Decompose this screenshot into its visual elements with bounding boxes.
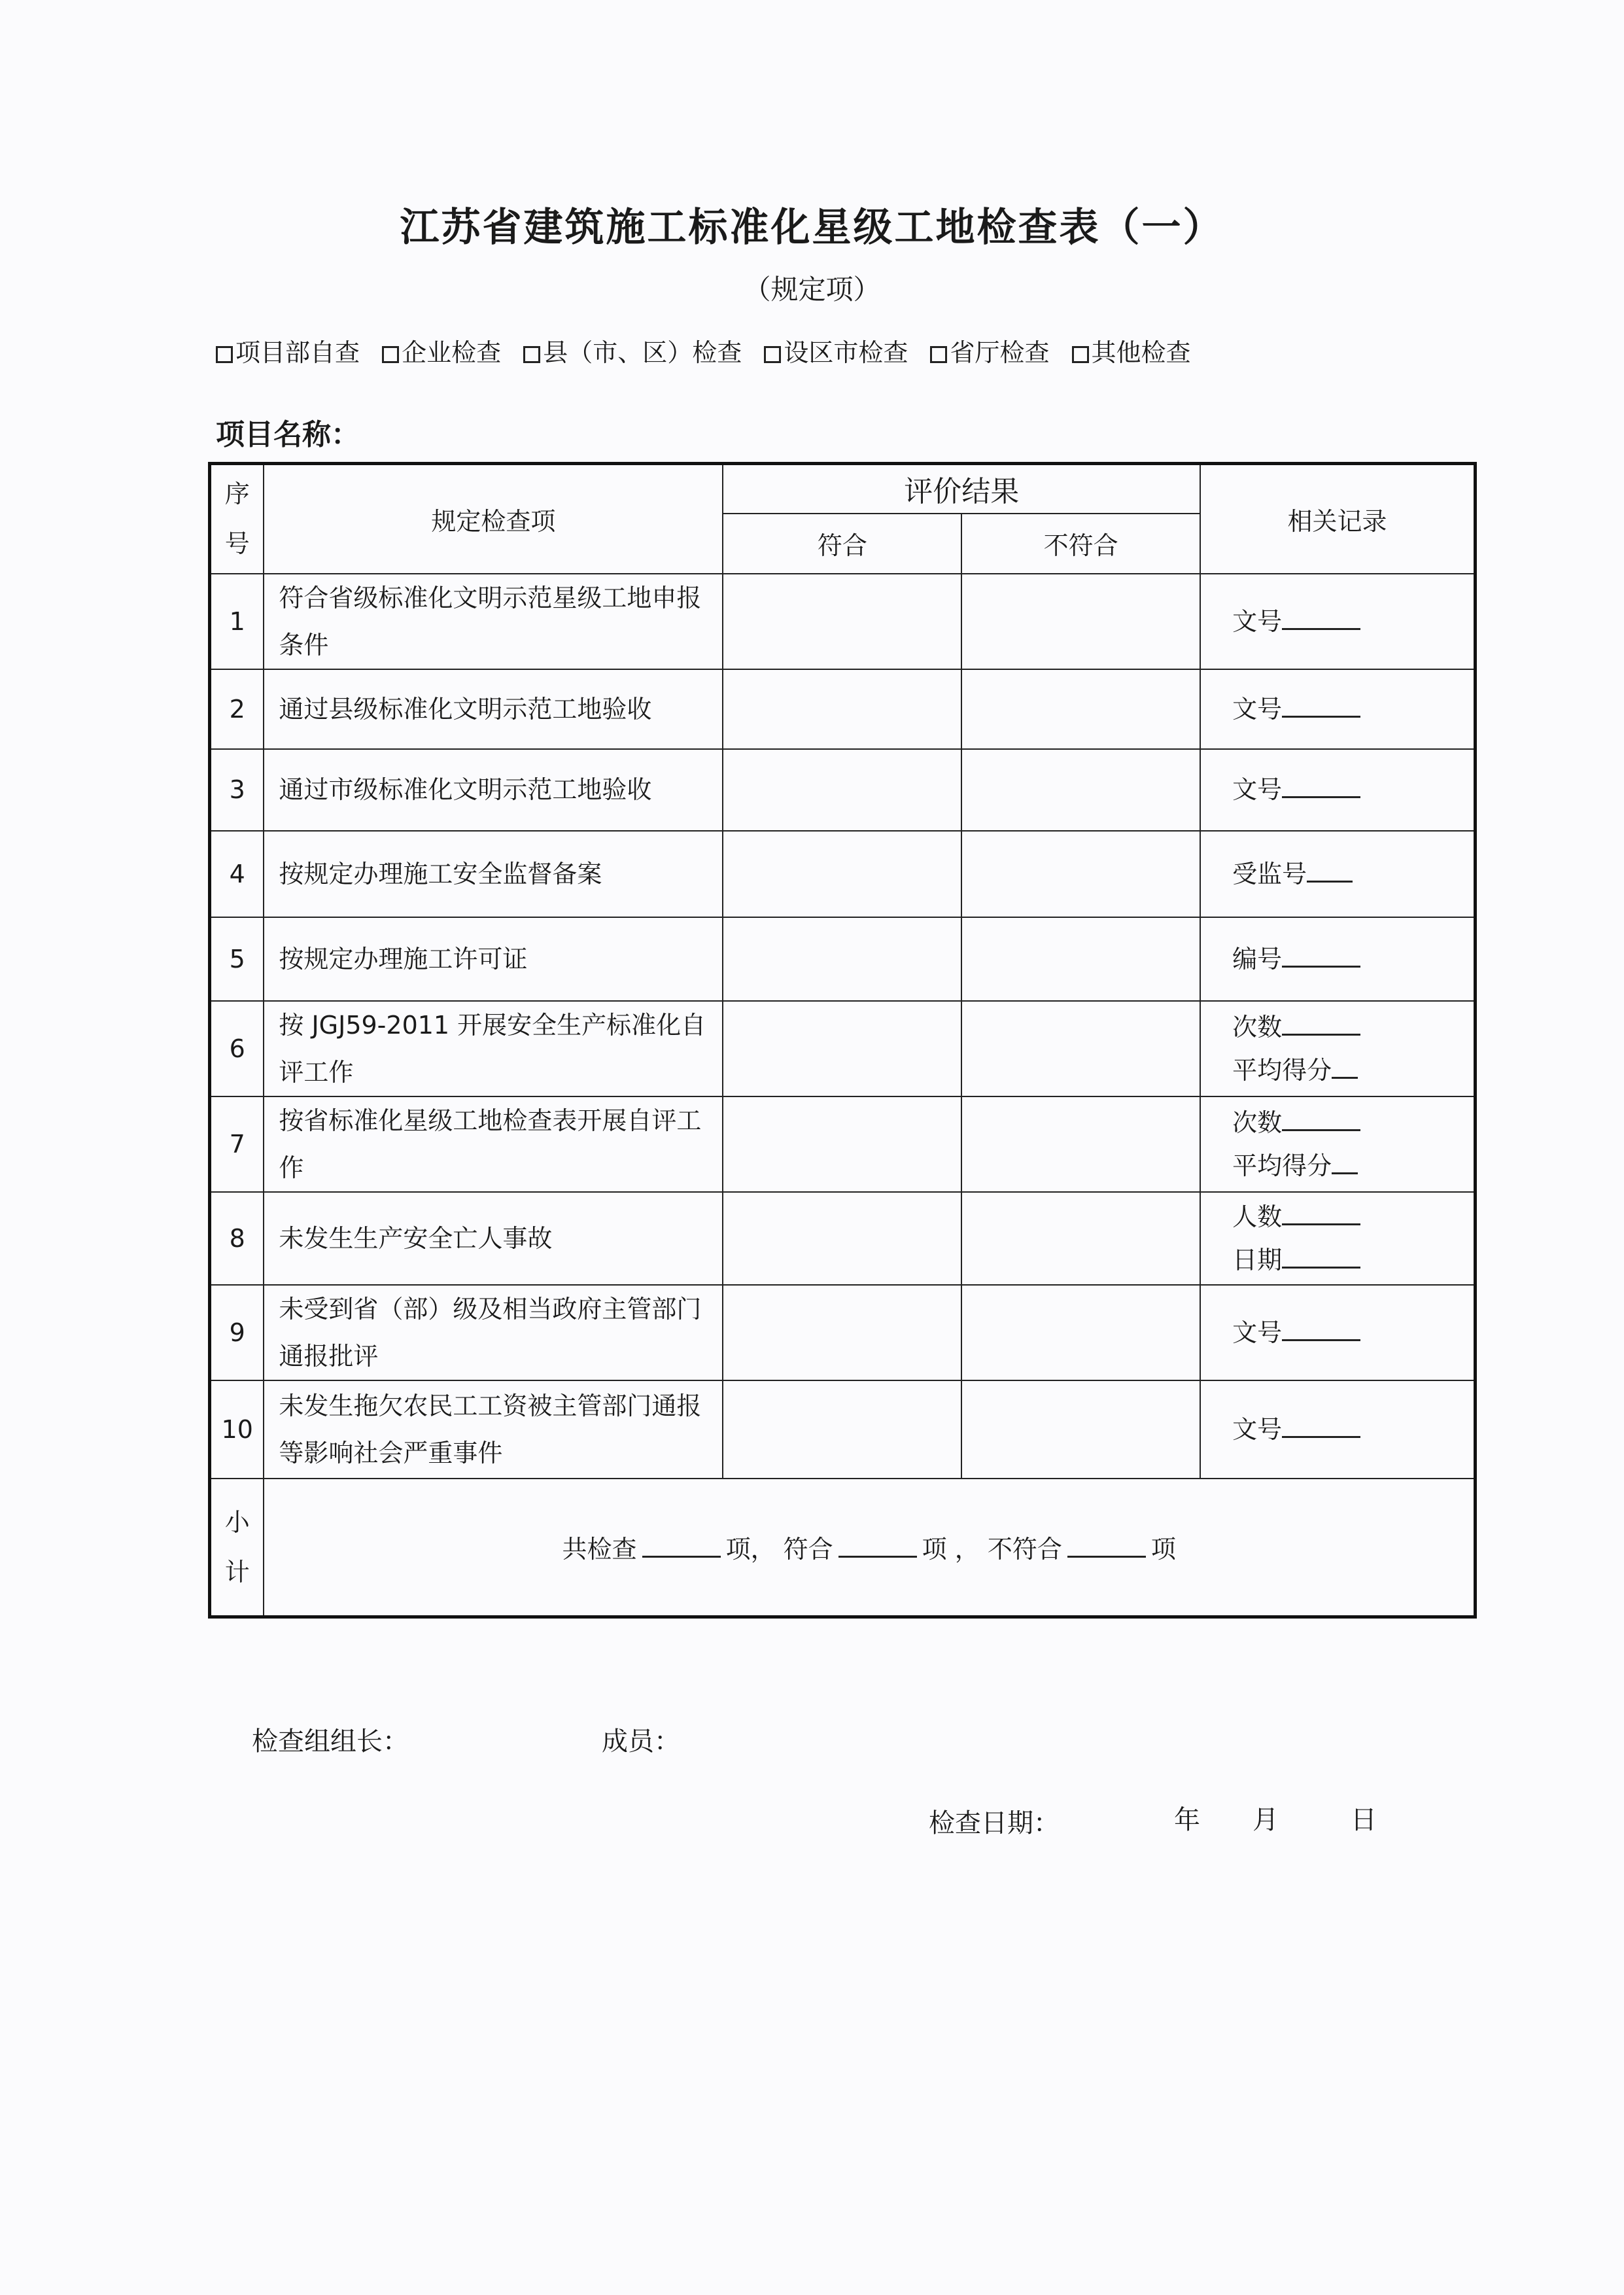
checkbox[interactable] [1072,346,1089,363]
page-subtitle: （规定项） [743,273,881,306]
header-seq: 序 号 [210,464,264,574]
checkbox[interactable] [523,346,540,363]
table-row: 7 按省标准化星级工地检查表开展自评工作 次数 平均得分 [210,1096,1476,1192]
checkbox[interactable] [216,346,233,363]
not-ok-cell[interactable] [961,1192,1200,1285]
not-ok-cell[interactable] [961,1096,1200,1192]
not-ok-cell[interactable] [961,749,1200,831]
ok-cell[interactable] [723,1001,961,1096]
option-self-check[interactable]: 项目部自查 [216,338,360,367]
ok-cell[interactable] [723,574,961,669]
header-record: 相关记录 [1200,464,1475,574]
header-result: 评价结果 [723,464,1200,514]
record-cell[interactable]: 文号 [1200,1285,1475,1380]
table-row: 5 按规定办理施工许可证 编号 [210,917,1476,1001]
table-row: 10 未发生拖欠农民工工资被主管部门通报等影响社会严重事件 文号 [210,1380,1476,1479]
option-city-check[interactable]: 设区市检查 [764,338,908,367]
members-label: 成员： [602,1726,680,1757]
record-cell[interactable]: 文号 [1200,1380,1475,1479]
not-ok-cell[interactable] [961,1001,1200,1096]
header-not-ok: 不符合 [961,514,1200,574]
table-row: 2 通过县级标准化文明示范工地验收 文号 [210,669,1476,749]
project-name-label: 项目名称： [216,418,360,451]
ok-cell[interactable] [723,749,961,831]
checkbox[interactable] [764,346,781,363]
not-ok-cell[interactable] [961,669,1200,749]
year-label: 年 [1174,1805,1200,1835]
subtotal-label: 小 计 [210,1479,264,1617]
table-row: 8 未发生生产安全亡人事故 人数 日期 [210,1192,1476,1285]
page-title: 江苏省建筑施工标准化星级工地检查表（一） [400,205,1224,251]
month-label: 月 [1253,1805,1279,1835]
record-cell[interactable]: 文号 [1200,749,1475,831]
record-cell[interactable]: 次数 平均得分 [1200,1096,1475,1192]
day-label: 日 [1351,1805,1377,1835]
table-row: 9 未受到省（部）级及相当政府主管部门通报批评 文号 [210,1285,1476,1380]
record-cell[interactable]: 受监号 [1200,831,1475,917]
option-county-check[interactable]: 县（市、区）检查 [523,338,742,367]
not-ok-cell[interactable] [961,831,1200,917]
ok-cell[interactable] [723,1285,961,1380]
record-cell[interactable]: 次数 平均得分 [1200,1001,1475,1096]
date-label: 检查日期： [929,1808,1060,1838]
checkbox[interactable] [382,346,399,363]
ok-cell[interactable] [723,1192,961,1285]
record-cell[interactable]: 人数 日期 [1200,1192,1475,1285]
subtotal-text[interactable]: 共检查 项， 符合 项 ， 不符合 项 [264,1479,1475,1617]
not-ok-cell[interactable] [961,1285,1200,1380]
record-cell[interactable]: 文号 [1200,669,1475,749]
not-ok-cell[interactable] [961,1380,1200,1479]
table-row: 4 按规定办理施工安全监督备案 受监号 [210,831,1476,917]
table-row: 3 通过市级标准化文明示范工地验收 文号 [210,749,1476,831]
ok-cell[interactable] [723,917,961,1001]
record-cell[interactable]: 文号 [1200,574,1475,669]
option-province-check[interactable]: 省厅检查 [930,338,1049,367]
subtotal-row [210,1479,1476,1617]
option-other-check[interactable]: 其他检查 [1072,338,1191,367]
ok-cell[interactable] [723,1096,961,1192]
header-ok: 符合 [723,514,961,574]
table-row: 1 符合省级标准化文明示范星级工地申报条件 文号 [210,574,1476,669]
record-cell[interactable]: 编号 [1200,917,1475,1001]
ok-cell[interactable] [723,1380,961,1479]
header-item: 规定检查项 [264,464,723,574]
checkbox[interactable] [930,346,947,363]
not-ok-cell[interactable] [961,574,1200,669]
leader-label: 检查组组长： [252,1726,409,1757]
inspection-type-options [216,332,1205,368]
option-enterprise-check[interactable]: 企业检查 [382,338,501,367]
ok-cell[interactable] [723,831,961,917]
not-ok-cell[interactable] [961,917,1200,1001]
table-row: 6 按 JGJ59-2011 开展安全生产标准化自评工作 次数 平均得分 [210,1001,1476,1096]
inspection-table [208,462,1477,1619]
ok-cell[interactable] [723,669,961,749]
